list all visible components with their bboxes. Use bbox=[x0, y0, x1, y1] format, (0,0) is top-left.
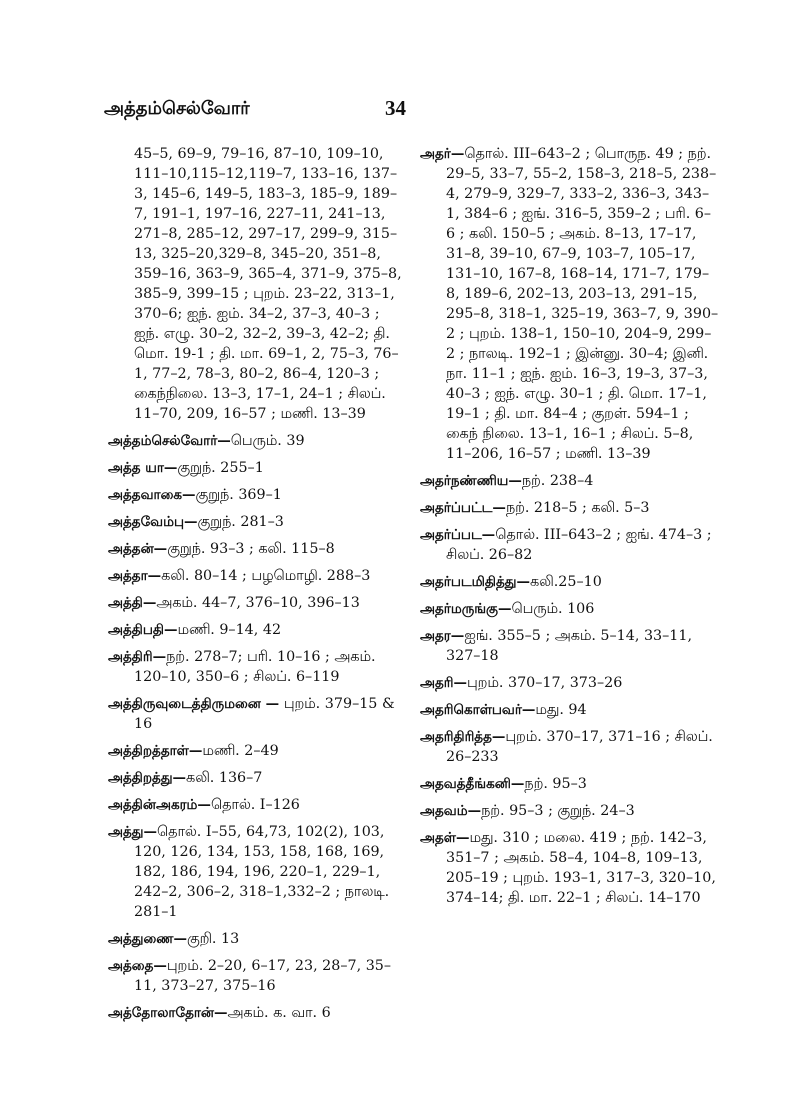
entry-headword: அத்திபதி— bbox=[108, 622, 178, 638]
entry-references: நற். 218–5 ; கலி. 5–3 bbox=[505, 500, 650, 516]
index-entry bbox=[420, 828, 720, 908]
index-entry bbox=[420, 774, 720, 794]
entry-references: குறுந். 281–3 bbox=[197, 514, 284, 530]
entry-headword: அத்திறத்தாள்— bbox=[108, 743, 203, 759]
index-entry bbox=[108, 431, 408, 451]
entry-headword: அத்திரி— bbox=[108, 649, 167, 665]
index-entry bbox=[420, 572, 720, 592]
index-entry bbox=[108, 1003, 408, 1023]
index-entry bbox=[108, 647, 408, 687]
index-entry bbox=[108, 795, 408, 815]
entry-references: கலி.25–10 bbox=[530, 574, 602, 590]
entry-references: மது. 310 ; மலை. 419 ; நற். 142–3, 351–7 ; அகம். 58–4, 104–8, 109–13, 205–19 ; புறம். 193–1, 317–3, 320–10, 374–14; தி. மா. 22–1 ; சிலப். 14–170 bbox=[446, 830, 716, 906]
entry-references: மணி. 2–49 bbox=[202, 743, 279, 759]
index-entry bbox=[108, 741, 408, 761]
index-entry bbox=[420, 727, 720, 767]
entry-references: புறம். 370–17, 371–16 ; சிலப். 26–233 bbox=[446, 729, 713, 765]
entry-headword: அத்துணை— bbox=[108, 931, 187, 947]
entry-headword: அத்திருவுடைத்திருமனை — bbox=[108, 696, 284, 712]
index-entry bbox=[108, 694, 408, 734]
entry-headword: அதர்— bbox=[420, 146, 465, 162]
entry-headword: அத்தோலாதோன்— bbox=[108, 1005, 228, 1021]
entry-references: தொல். I–126 bbox=[210, 797, 300, 813]
entry-references: தொல். I–55, 64,73, 102(2), 103, 120, 126, 134, 153, 158, 168, 169, 182, 186, 194, 196, 220–1, 229–1, 242–2, 306–2, 318–1,332–2 ; நாலடி. 281–1 bbox=[134, 824, 390, 920]
index-entry bbox=[108, 539, 408, 559]
entry-headword: அத்து— bbox=[108, 824, 158, 840]
entry-references: அகம். க. வா. 6 bbox=[227, 1005, 331, 1021]
entry-references: குறுந். 255–1 bbox=[177, 460, 264, 476]
entry-headword: அதவம்— bbox=[420, 803, 482, 819]
entry-references: நற். 95–3 bbox=[524, 776, 587, 792]
entry-headword: அத்தை— bbox=[108, 958, 167, 974]
index-entry bbox=[420, 599, 720, 619]
entry-references: தொல். III–643–2 ; ஐங். 474–3 ; சிலப். 26–82 bbox=[446, 527, 712, 563]
entry-headword: அத்த யா— bbox=[108, 460, 178, 476]
entry-references: அகம். 44–7, 376–10, 396–13 bbox=[156, 595, 360, 611]
index-entry bbox=[420, 673, 720, 693]
index-entry bbox=[108, 144, 408, 424]
entry-references: குறி. 13 bbox=[186, 931, 240, 947]
entry-headword: அத்தவாகை— bbox=[108, 487, 196, 503]
index-entry bbox=[420, 525, 720, 565]
index-entry bbox=[108, 458, 408, 478]
entry-references: குறுந். 369–1 bbox=[195, 487, 282, 503]
index-entry bbox=[108, 768, 408, 788]
entry-references: நற். 238–4 bbox=[521, 473, 594, 489]
entry-references: நற். 95–3 ; குறுந். 24–3 bbox=[481, 803, 635, 819]
entry-references: பெரும். 106 bbox=[511, 601, 595, 617]
entry-references: கலி. 136–7 bbox=[186, 770, 263, 786]
entry-references: பெரும். 39 bbox=[230, 433, 305, 449]
entry-references: மணி. 9–14, 42 bbox=[177, 622, 282, 638]
index-entry bbox=[108, 929, 408, 949]
entry-headword: அதர்நண்ணிய— bbox=[420, 473, 522, 489]
entry-headword: அத்தா— bbox=[108, 568, 162, 584]
right-column bbox=[420, 144, 720, 915]
entry-headword: அத்தன்— bbox=[108, 541, 168, 557]
index-entry bbox=[108, 485, 408, 505]
entry-headword: அதரிதிரித்த— bbox=[420, 729, 506, 745]
index-entry bbox=[108, 822, 408, 922]
index-entry bbox=[420, 626, 720, 666]
page-number: 34 bbox=[385, 96, 406, 120]
index-entry bbox=[108, 620, 408, 640]
index-entry bbox=[108, 512, 408, 532]
entry-headword: அத்தவேம்பு— bbox=[108, 514, 198, 530]
entry-headword: அத்தம்செல்வோர்— bbox=[108, 433, 231, 449]
entry-references: குறுந். 93–3 ; கலி. 115–8 bbox=[167, 541, 335, 557]
index-entry bbox=[108, 566, 408, 586]
entry-headword: அத்தி— bbox=[108, 595, 157, 611]
entry-headword: அதர— bbox=[420, 628, 465, 644]
entry-references: ஐங். 355–5 ; அகம். 5–14, 33–11, 327–18 bbox=[446, 628, 693, 664]
entry-headword: அதள்— bbox=[420, 830, 470, 846]
entry-references: தொல். III–643–2 ; பொருந. 49 ; நற். 29–5, 33–7, 55–2, 158–3, 218–5, 238–4, 279–9, 329–7, 333–2, 336–3, 343–1, 384–6 ; ஐங். 316–5, 359–2 ; பரி. 6–6 ; கலி. 150–5 ; அகம். 8–13, 17–17, 31–8, 39–10, 67–9, 103–7, 105–17, 131–10, 167–8, 168–14, 171–7, 179–8, 189–6, 202–13, 203–13, 291–15, 295–8, 318–1, 325–19, 363–7, 9, 390–2 ; புறம். 138–1, 150–10, 204–9, 299–2 ; நாலடி. 192–1 ; இன்னு. 30–4; இனி. நா. 11–1 ; ஐந். ஐம். 16–3, 19–3, 37–3, 40–3 ; ஐந். எழு. 30–1 ; தி. மொ. 17–1, 19–1 ; தி. மா. 84–4 ; குறள். 594–1 ; கைந் நிலை. 13–1, 16–1 ; சிலப். 5–8, 11–206, 16–57 ; மணி. 13–39 bbox=[446, 146, 719, 462]
entry-headword: அதரி— bbox=[420, 675, 468, 691]
index-entry bbox=[420, 471, 720, 491]
entry-references: 45–5, 69–9, 79–16, 87–10, 109–10, 111–10,115–12,119–7, 133–16, 137–3, 145–6, 149–5, 183–3, 185–9, 189–7, 191–1, 197–16, 227–11, 241–13, 271–8, 285–12, 297–17, 299–9, 315–13, 325–20,329–8, 345–20, 351–8, 359–16, 363–9, 365–4, 371–9, 375–8, 385–9, 399–15 ; புறம். 23–22, 313–1, 370–6; ஐந். ஐம். 34–2, 37–3, 40–3 ; ஐந். எழு. 30–2, 32–2, 39–3, 42–2; தி. மொ. 19-1 ; தி. மா. 69–1, 2, 75–3, 76–1, 77–2, 78–3, 80–2, 86–4, 120–3 ; கைந்நிலை. 13–3, 17–1, 24–1 ; சிலப். 11–70, 209, 16–57 ; மணி. 13–39 bbox=[134, 146, 402, 422]
entry-references: மது. 94 bbox=[535, 702, 587, 718]
entry-headword: அதரிகொள்பவர்— bbox=[420, 702, 536, 718]
index-entry bbox=[108, 956, 408, 996]
entry-headword: அதர்மருங்கு— bbox=[420, 601, 512, 617]
index-entry bbox=[420, 801, 720, 821]
entry-references: புறம். 379–15 & 16 bbox=[134, 696, 395, 732]
entry-headword: அதர்ப்பட— bbox=[420, 527, 496, 543]
index-entry bbox=[420, 498, 720, 518]
entry-headword: அத்தின்அகரம்— bbox=[108, 797, 211, 813]
entry-headword: அதர்படமிதித்து— bbox=[420, 574, 530, 590]
left-column bbox=[108, 144, 408, 1030]
entry-references: புறம். 370–17, 373–26 bbox=[467, 675, 623, 691]
entry-headword: அதர்ப்பட்ட— bbox=[420, 500, 506, 516]
index-entry bbox=[420, 700, 720, 720]
entry-references: புறம். 2–20, 6–17, 23, 28–7, 35–11, 373–27, 375–16 bbox=[134, 958, 392, 994]
running-headword: அத்தம்செல்வோர் bbox=[104, 98, 250, 119]
entry-headword: அதவத்தீங்கனி— bbox=[420, 776, 525, 792]
index-entry bbox=[420, 144, 720, 464]
entry-references: நற். 278–7; பரி. 10–16 ; அகம். 120–10, 350–6 ; சிலப். 6–119 bbox=[134, 649, 376, 685]
index-entry bbox=[108, 593, 408, 613]
entry-references: கலி. 80–14 ; பழமொழி. 288–3 bbox=[161, 568, 371, 584]
entry-headword: அத்திறத்து— bbox=[108, 770, 187, 786]
